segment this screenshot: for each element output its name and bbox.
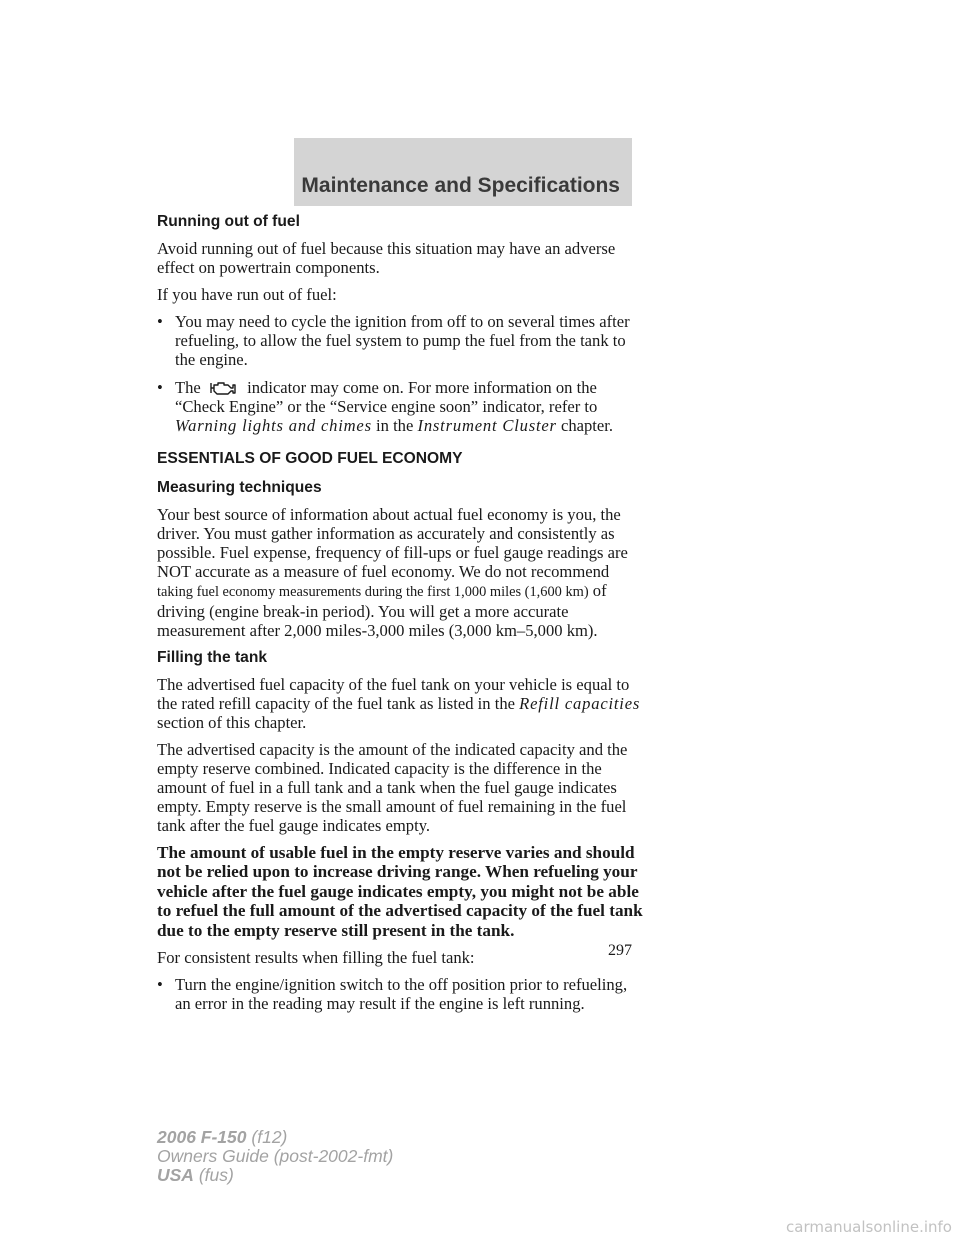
measuring-paragraph: [157, 505, 645, 640]
page-content: [157, 212, 645, 1022]
watermark: carmanualsonline.info: [786, 1218, 952, 1236]
capacity-paragraph: The advertised capacity is the amount of the indicated capacity and the empty reserve combined. Indicated capacity is the difference in the amount of fuel in a full tank and a tank when the fuel gauge indicates empty. Empty reserve is the small amount of fuel remaining in the fuel tank after the fuel gauge indicates empty.: [157, 740, 628, 835]
bullet-item: [157, 378, 645, 435]
warning-lights-reference: Warning lights and chimes: [175, 416, 372, 435]
bullet-dot: •: [157, 312, 163, 331]
footer-line-2: Owners Guide (post-2002-fmt): [157, 1146, 394, 1166]
bullet-item: [157, 975, 645, 1013]
footer-market: USA: [157, 1165, 194, 1185]
footer-model: 2006 F-150: [157, 1127, 247, 1147]
bullet-text-pre: The: [175, 378, 201, 397]
running-out-heading: Running out of fuel: [157, 213, 300, 230]
header-band: [294, 138, 632, 206]
bullet-dot: •: [157, 975, 163, 995]
measuring-heading: Measuring techniques: [157, 479, 322, 496]
check-engine-icon: [205, 380, 243, 396]
measuring-text-c: of driving (engine break-in period). You will get a more accurate measurement after 2,000 miles-3,000 miles (3,000 km–5,000 km).: [157, 581, 607, 640]
bullet-dot: •: [157, 378, 163, 397]
bullet-text: Turn the engine/ignition switch to the off position prior to refueling, an error in the reading may result if the engine is left running.: [175, 975, 628, 1014]
bullet-text-post: chapter.: [560, 416, 614, 435]
running-out-paragraph: Avoid running out of fuel because this situation may have an adverse effect on powertrain components.: [157, 239, 616, 277]
page-title: Maintenance and Specifications: [301, 174, 620, 197]
section-heading: ESSENTIALS OF GOOD FUEL ECONOMY: [157, 450, 463, 467]
filling-paragraph: [157, 675, 645, 732]
bullet-text-mid: indicator may come on. For more information on the “Check Engine” or the “Service engine soon” indicator, refer to: [175, 378, 598, 416]
bullet-text-in-the: in the: [376, 416, 414, 435]
consistent-results-intro: For consistent results when filling the fuel tank:: [157, 948, 475, 968]
refill-capacities-reference: Refill capacities: [519, 694, 641, 713]
instrument-cluster-reference: Instrument Cluster: [417, 416, 557, 435]
footer-model-code: (f12): [251, 1127, 288, 1147]
footer-line-3: [157, 1166, 393, 1185]
footer-line-1: [157, 1128, 393, 1147]
filling-text-a: The advertised fuel capacity of the fuel tank on your vehicle is equal to the rated refill capacity of the fuel tank as listed in the: [157, 675, 630, 713]
page-number: 297: [608, 942, 632, 959]
measuring-text-b: taking fuel economy measurements during the first 1,000 miles (1,600 km): [157, 584, 589, 600]
bullet-item: [157, 312, 645, 369]
filling-text-b: section of this chapter.: [157, 713, 307, 732]
filling-heading: Filling the tank: [157, 649, 268, 666]
footer-market-code: (fus): [198, 1165, 234, 1185]
empty-reserve-warning: The amount of usable fuel in the empty reserve varies and should not be relied upon to increase driving range. When refueling your vehicle after the fuel gauge indicates empty, you might not be able to refuel the full amount of the advertised capacity of the fuel tank due to the empty reserve still present in the tank.: [157, 843, 643, 940]
measuring-text-a: Your best source of information about actual fuel economy is you, the driver. You must gather information as accurately and consistently as possible. Fuel expense, frequency of fill-ups or fuel gauge readings are NOT accurate as a measure of fuel economy. We do not recommend: [157, 505, 628, 581]
document-footer: [157, 1128, 393, 1185]
bullet-text: You may need to cycle the ignition from off to on several times after refueling, to allow the fuel system to pump the fuel from the tank to the engine.: [175, 312, 630, 369]
run-out-intro: If you have run out of fuel:: [157, 285, 337, 304]
